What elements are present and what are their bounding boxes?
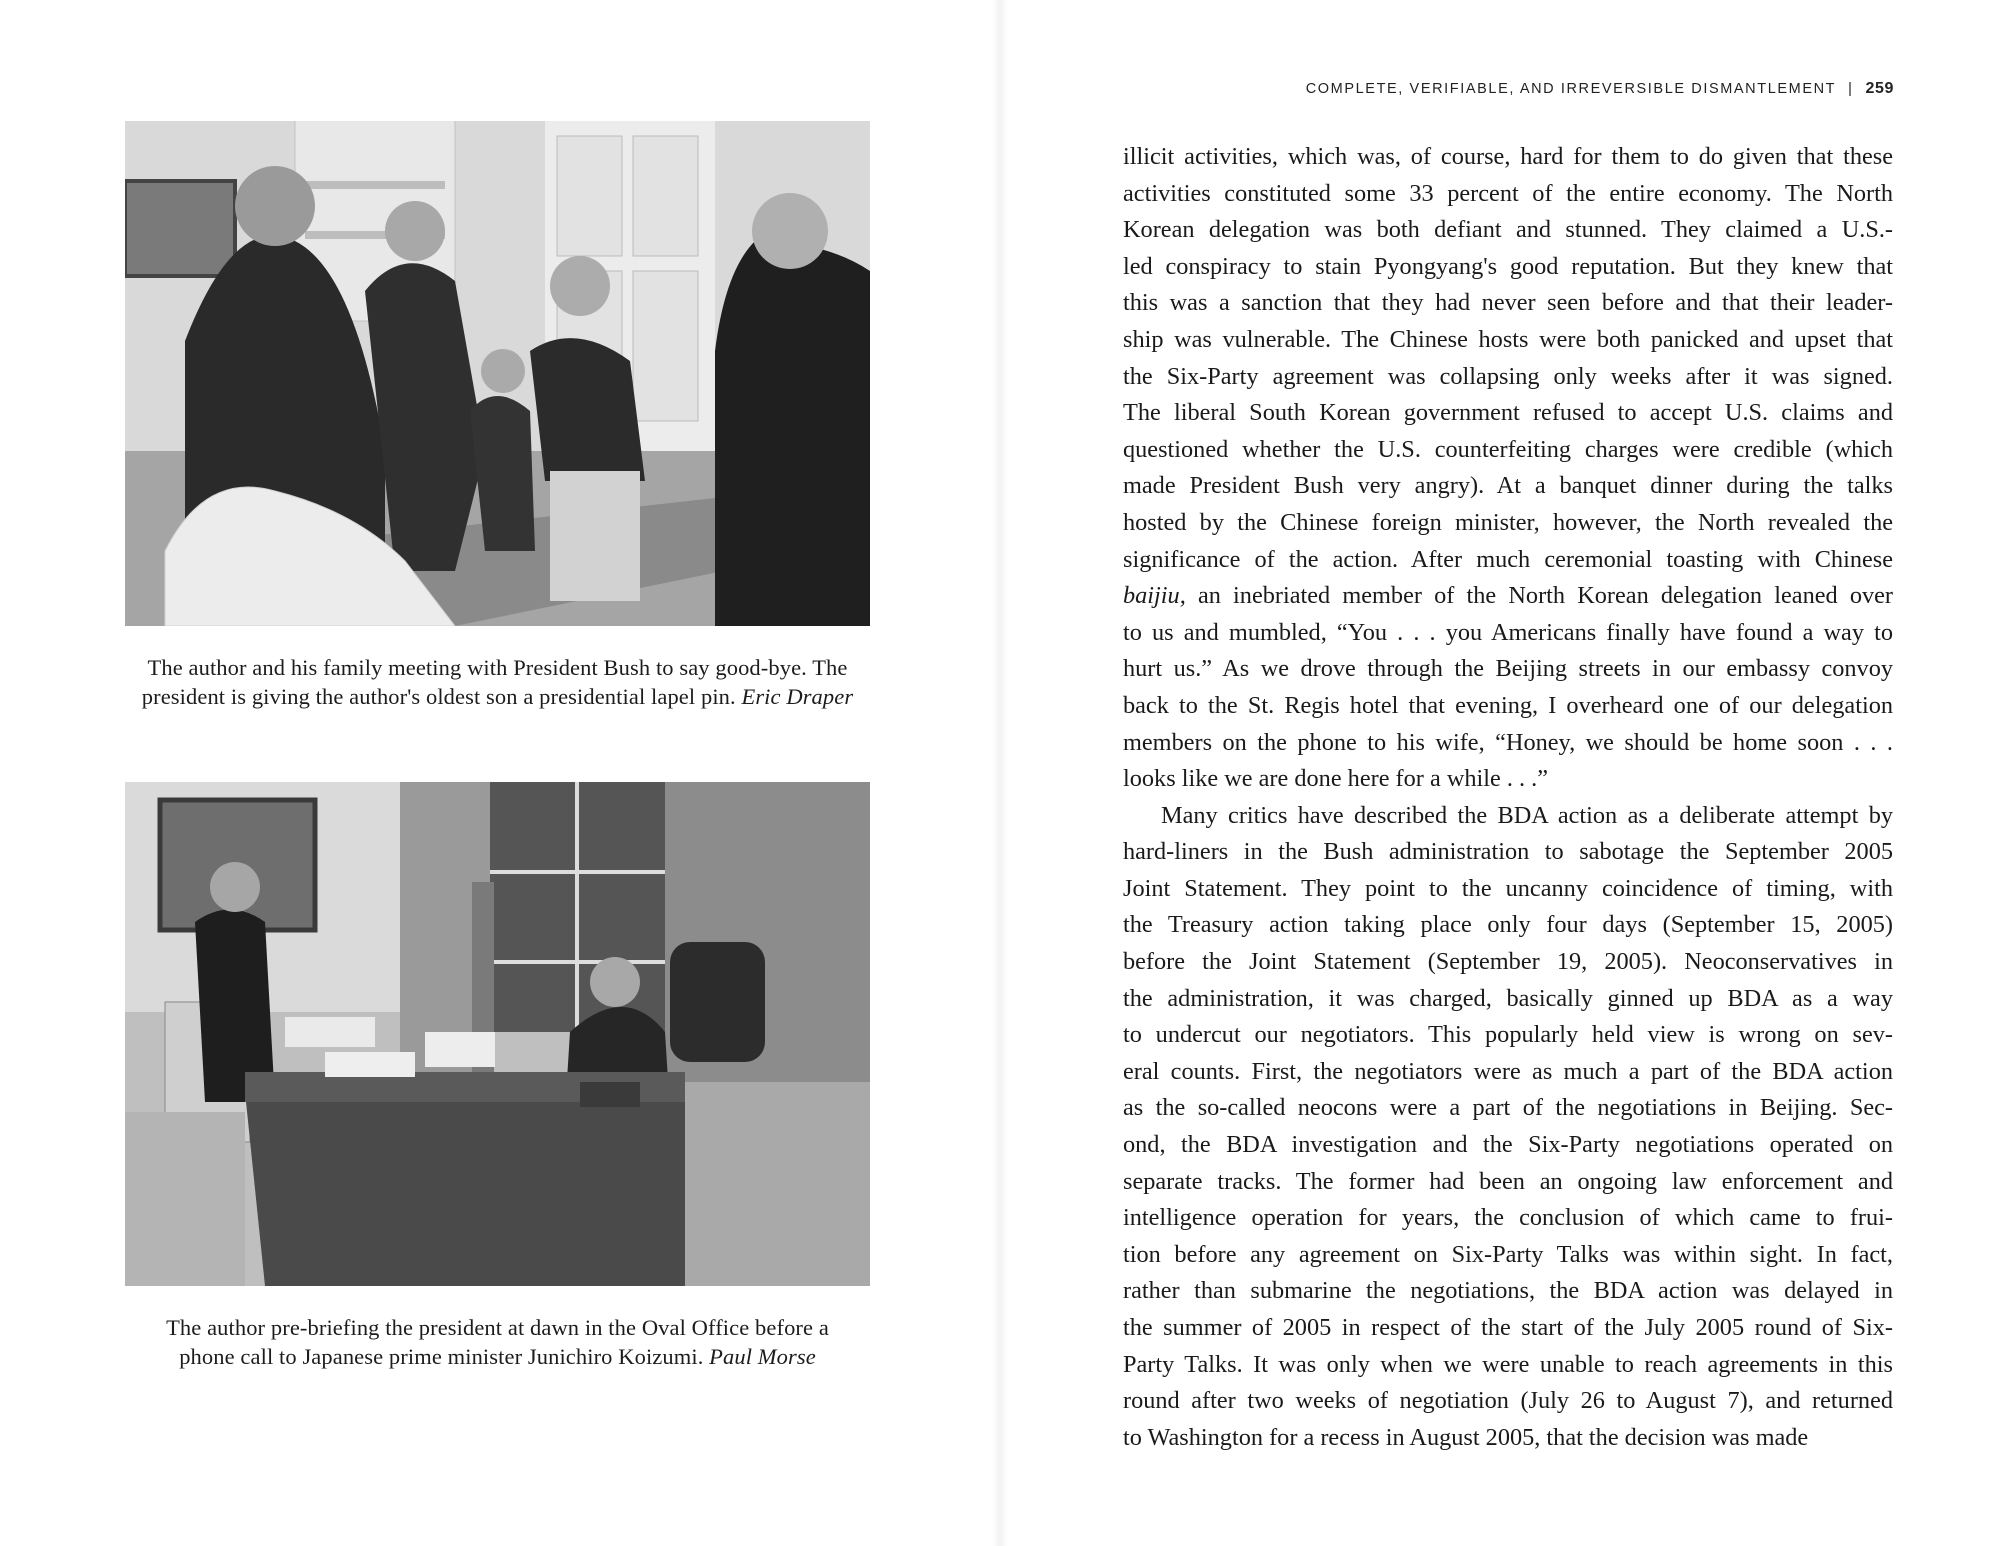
- caption-line: [95, 1342, 900, 1371]
- text-line: rather than submarine the negotiations, the BDA action was delayed in: [1123, 1277, 1893, 1305]
- running-head: [1306, 80, 1894, 98]
- text-line: before the Joint Statement (September 19, 2005). Neoconservatives in: [1123, 948, 1893, 976]
- caption-line-text: president is giving the author's oldest son a presidential lapel pin.: [141, 684, 736, 709]
- text-line: activities constituted some 33 percent of the entire economy. The North: [1123, 179, 1893, 207]
- text-line: hurt us.” As we drove through the Beijing streets in our embassy convoy: [1123, 655, 1893, 683]
- photo-credit: Paul Morse: [709, 1344, 816, 1369]
- text-line: ond, the BDA investigation and the Six-Party negotiations operated on: [1123, 1131, 1893, 1159]
- text-line: members on the phone to his wife, “Honey, we should be home soon . . .: [1123, 728, 1893, 756]
- text-line: to Washington for a recess in August 2005, that the decision was made: [1123, 1423, 1809, 1451]
- text-line: hosted by the Chinese foreign minister, however, the North revealed the: [1123, 508, 1893, 536]
- text-line: the administration, it was charged, basically ginned up BDA as a way: [1123, 984, 1893, 1012]
- running-head-title: COMPLETE, VERIFIABLE, AND IRREVERSIBLE DISMANTLEMENT: [1305, 81, 1837, 97]
- italic-term: baijiu,: [1123, 582, 1186, 610]
- text-line: separate tracks. The former had been an ongoing law enforcement and: [1123, 1167, 1893, 1195]
- caption-line-text: phone call to Japanese prime minister Junichiro Koizumi.: [179, 1344, 704, 1369]
- photo-caption-1: [95, 653, 900, 711]
- photo-family-meeting-president: [125, 121, 870, 626]
- text-span: an inebriated member of the North Korean delegation leaned over: [1185, 582, 1893, 610]
- caption-line: The author pre-briefing the president at dawn in the Oval Office before a: [166, 1315, 829, 1340]
- text-line: intelligence operation for years, the conclusion of which came to frui-: [1123, 1204, 1893, 1232]
- text-line: back to the St. Regis hotel that evening, I overheard one of our delegation: [1123, 691, 1893, 719]
- text-line: questioned whether the U.S. counterfeiting charges were credible (which: [1123, 435, 1893, 463]
- text-line: The liberal South Korean government refused to accept U.S. claims and: [1123, 399, 1893, 427]
- text-line: Joint Statement. They point to the uncanny coincidence of timing, with: [1123, 874, 1893, 902]
- text-line: led conspiracy to stain Pyongyang's good reputation. But they knew that: [1123, 252, 1893, 280]
- text-line: ship was vulnerable. The Chinese hosts were both panicked and upset that: [1123, 325, 1893, 353]
- text-line: as the so-called neocons were a part of the negotiations in Beijing. Sec-: [1123, 1094, 1893, 1122]
- photo-credit: Eric Draper: [741, 684, 854, 709]
- text-line: the Treasury action taking place only four days (September 15, 2005): [1123, 911, 1893, 939]
- text-line: to us and mumbled, “You . . . you Americans finally have found a way to: [1123, 618, 1893, 646]
- text-line: this was a sanction that they had never seen before and that their leader-: [1123, 289, 1893, 317]
- text-line: significance of the action. After much ceremonial toasting with Chinese: [1123, 545, 1893, 573]
- text-line: tion before any agreement on Six-Party Talks was within sight. In fact,: [1123, 1240, 1893, 1268]
- text-line: looks like we are done here for a while . . .”: [1123, 765, 1549, 793]
- text-line: the Six-Party agreement was collapsing only weeks after it was signed.: [1123, 362, 1893, 390]
- running-head-separator: |: [1848, 81, 1854, 97]
- text-line: eral counts. First, the negotiators were as much a part of the BDA action: [1123, 1057, 1893, 1085]
- text-line: [1123, 578, 1893, 615]
- text-line: hard-liners in the Bush administration to sabotage the September 2005: [1123, 838, 1893, 866]
- text-line: the summer of 2005 in respect of the start of the July 2005 round of Six-: [1123, 1314, 1893, 1341]
- text-line: to undercut our negotiators. This popularly held view is wrong on sev-: [1123, 1021, 1893, 1049]
- text-line: Party Talks. It was only when we were unable to reach agreements in this: [1123, 1350, 1893, 1378]
- text-line: illicit activities, which was, of course, hard for them to do given that these: [1123, 143, 1893, 170]
- text-line: round after two weeks of negotiation (July 26 to August 7), and returned: [1123, 1387, 1893, 1415]
- photo-oval-office-briefing: [125, 782, 870, 1286]
- photo-caption-2: [95, 1313, 900, 1371]
- text-line: Many critics have described the BDA action as a deliberate attempt by: [1161, 801, 1893, 829]
- page-number: 259: [1865, 80, 1894, 97]
- caption-line: [95, 682, 900, 711]
- caption-line: The author and his family meeting with President Bush to say good-bye. The: [147, 655, 848, 680]
- body-text: [1123, 139, 1893, 1456]
- text-line: Korean delegation was both defiant and stunned. They claimed a U.S.-: [1123, 216, 1893, 244]
- text-line: made President Bush very angry). At a banquet dinner during the talks: [1123, 472, 1893, 500]
- page-gutter: [992, 0, 1008, 1546]
